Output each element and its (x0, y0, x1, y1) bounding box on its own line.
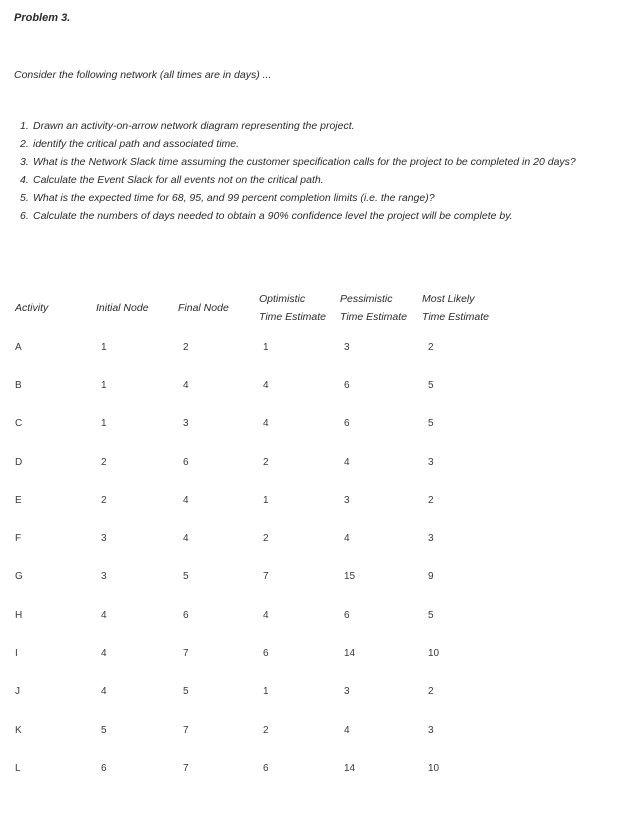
cell-initial-node: 3 (101, 571, 107, 583)
cell-initial-node: 1 (101, 341, 107, 353)
cell-optimistic: 2 (263, 456, 269, 468)
question-item (20, 207, 600, 225)
cell-optimistic: 4 (263, 609, 269, 621)
cell-final-node: 4 (183, 379, 189, 391)
cell-optimistic: 6 (263, 762, 269, 774)
cell-activity: E (15, 494, 22, 506)
question-list (20, 117, 600, 225)
cell-initial-node: 4 (101, 609, 107, 621)
cell-pessimistic: 4 (344, 724, 350, 736)
cell-pessimistic: 15 (344, 571, 356, 583)
header-optimistic-line2: Time Estimate (259, 311, 327, 323)
header-most-likely (422, 288, 515, 328)
question-number: 6. (20, 210, 29, 222)
cell-most-likely: 2 (428, 494, 434, 506)
cell-final-node: 7 (183, 762, 189, 774)
cell-most-likely: 2 (428, 341, 434, 353)
cell-final-node: 7 (183, 724, 189, 736)
cell-pessimistic: 4 (344, 533, 350, 545)
cell-initial-node: 2 (101, 494, 107, 506)
cell-pessimistic: 4 (344, 456, 350, 468)
question-item (20, 189, 600, 207)
cell-activity: H (15, 609, 23, 621)
question-text: identify the critical path and associated time. (33, 138, 240, 150)
cell-optimistic: 1 (263, 494, 269, 506)
cell-activity: C (15, 418, 23, 430)
cell-activity: I (15, 648, 18, 660)
cell-final-node: 3 (183, 418, 189, 430)
cell-most-likely: 10 (428, 648, 440, 660)
header-most-likely-line2: Time Estimate (422, 311, 490, 323)
cell-initial-node: 2 (101, 456, 107, 468)
activity-table (10, 288, 515, 788)
question-text: Drawn an activity-on-arrow network diagram representing the project. (33, 120, 355, 132)
question-number: 5. (20, 192, 29, 204)
cell-activity: G (15, 571, 23, 583)
cell-final-node: 4 (183, 494, 189, 506)
cell-final-node: 4 (183, 533, 189, 545)
cell-pessimistic: 3 (344, 494, 350, 506)
question-item (20, 117, 600, 135)
cell-most-likely: 9 (428, 571, 434, 583)
header-optimistic-line1: Optimistic (259, 293, 306, 305)
cell-optimistic: 4 (263, 418, 269, 430)
question-number: 4. (20, 174, 29, 186)
cell-optimistic: 2 (263, 533, 269, 545)
cell-initial-node: 1 (101, 379, 107, 391)
header-pessimistic-line2: Time Estimate (340, 311, 408, 323)
cell-pessimistic: 14 (344, 648, 356, 660)
cell-pessimistic: 3 (344, 341, 350, 353)
table-row (10, 711, 515, 749)
cell-initial-node: 1 (101, 418, 107, 430)
cell-initial-node: 4 (101, 648, 107, 660)
cell-final-node: 2 (183, 341, 189, 353)
table-row (10, 558, 515, 596)
cell-most-likely: 5 (428, 418, 434, 430)
cell-activity: D (15, 456, 23, 468)
cell-activity: A (15, 341, 22, 353)
header-initial-node-label: Initial Node (96, 302, 149, 314)
cell-final-node: 5 (183, 686, 189, 698)
header-initial-node (96, 288, 178, 328)
cell-most-likely: 3 (428, 724, 434, 736)
cell-activity: L (15, 762, 21, 774)
cell-initial-node: 4 (101, 686, 107, 698)
question-item (20, 171, 600, 189)
cell-most-likely: 10 (428, 762, 440, 774)
cell-pessimistic: 14 (344, 762, 356, 774)
table-row (10, 405, 515, 443)
cell-optimistic: 4 (263, 379, 269, 391)
cell-initial-node: 5 (101, 724, 107, 736)
table-row (10, 596, 515, 634)
cell-optimistic: 1 (263, 341, 269, 353)
table-row (10, 673, 515, 711)
table-row (10, 481, 515, 519)
question-text: Calculate the Event Slack for all events not on the critical path. (33, 174, 324, 186)
table-row (10, 749, 515, 787)
question-number: 2. (20, 138, 29, 150)
question-item (20, 135, 600, 153)
header-pessimistic-line1: Pessimistic (340, 293, 393, 305)
header-pessimistic (340, 288, 422, 328)
cell-activity: J (15, 686, 20, 698)
cell-final-node: 5 (183, 571, 189, 583)
cell-most-likely: 5 (428, 609, 434, 621)
cell-activity: B (15, 379, 22, 391)
cell-pessimistic: 3 (344, 686, 350, 698)
cell-most-likely: 5 (428, 379, 434, 391)
cell-pessimistic: 6 (344, 379, 350, 391)
table-row (10, 328, 515, 366)
cell-pessimistic: 6 (344, 418, 350, 430)
table-header-row (10, 288, 515, 328)
question-text: Calculate the numbers of days needed to obtain a 90% confidence level the project will be complete by. (33, 210, 513, 222)
cell-optimistic: 2 (263, 724, 269, 736)
cell-pessimistic: 6 (344, 609, 350, 621)
cell-activity: F (15, 533, 22, 545)
cell-final-node: 6 (183, 609, 189, 621)
cell-most-likely: 3 (428, 456, 434, 468)
cell-optimistic: 1 (263, 686, 269, 698)
problem-title: Problem 3. (14, 12, 71, 24)
header-activity: Activity (15, 302, 49, 314)
intro-text: Consider the following network (all times are in days) ... (14, 69, 272, 81)
cell-initial-node: 3 (101, 533, 107, 545)
header-optimistic (259, 288, 340, 328)
question-text: What is the Network Slack time assuming the customer specification calls for the project to be completed in 20 days? (33, 156, 576, 168)
table-row (10, 366, 515, 404)
cell-final-node: 6 (183, 456, 189, 468)
question-number: 1. (20, 120, 29, 132)
header-final-node: Final Node (178, 302, 229, 314)
cell-final-node: 7 (183, 648, 189, 660)
cell-most-likely: 3 (428, 533, 434, 545)
cell-most-likely: 2 (428, 686, 434, 698)
cell-optimistic: 6 (263, 648, 269, 660)
question-number: 3. (20, 156, 29, 168)
header-most-likely-line1: Most Likely (422, 293, 475, 305)
table-row (10, 443, 515, 481)
cell-activity: K (15, 724, 22, 736)
cell-initial-node: 6 (101, 762, 107, 774)
table-row (10, 519, 515, 557)
question-item (20, 153, 600, 171)
table-body (10, 328, 515, 788)
cell-optimistic: 7 (263, 571, 269, 583)
table-row (10, 634, 515, 672)
question-text: What is the expected time for 68, 95, and 99 percent completion limits (i.e. the range)? (33, 192, 435, 204)
